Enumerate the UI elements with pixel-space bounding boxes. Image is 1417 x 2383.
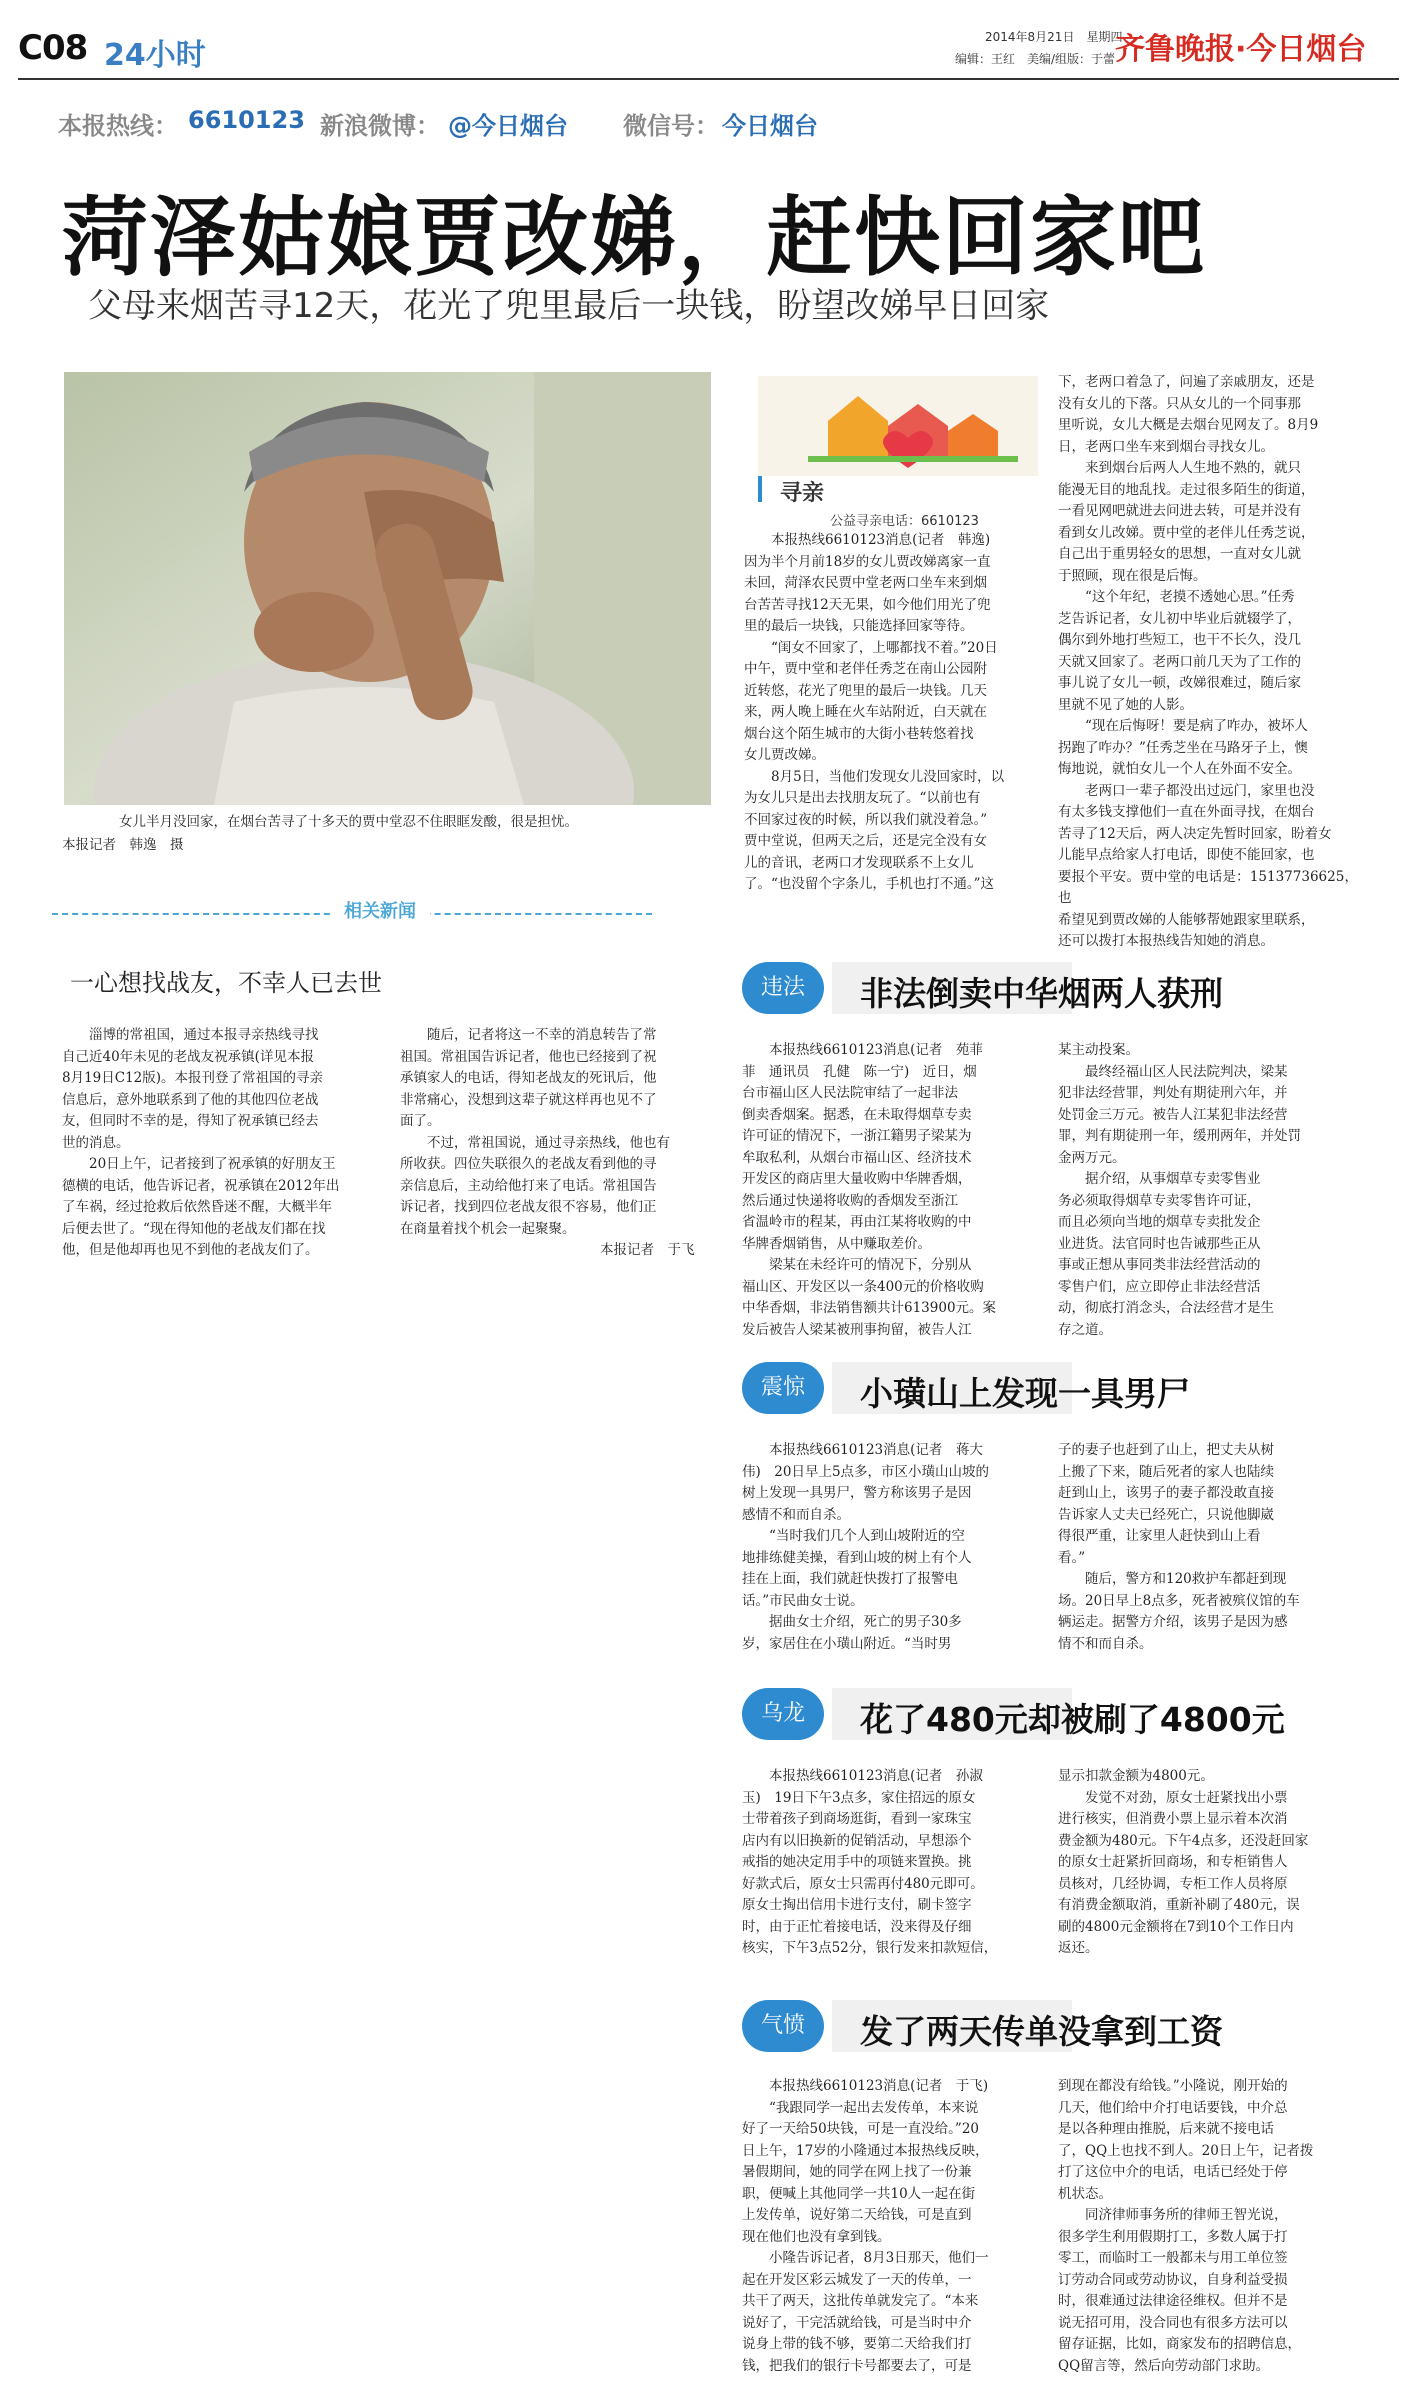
story-photo (64, 372, 711, 805)
article-1-column-1: 本报热线6610123消息(记者 苑菲 菲 通讯员 孔健 陈一宁) 近日，烟 台市福山区人民法院审结了一起非法 倒卖香烟案。据悉，在未取得烟草专卖 许可证的情况下，一浙江籍男子梁某为 牟取私利，从烟台市福山区、经济技术 开发区的商店里大量收购中华牌香烟， 然后通过快递将收购的香烟发至浙江 省温岭市的程某，再由江某将收购的中 华牌香烟销售，从中赚取差价。 梁某在未经许可的情况下，分别从 福山区、开发区以一条400元的价格收购 中华香烟，非法销售额共计613900元。案 发后被告人梁某被刑事拘留，被告人江 (742, 1042, 997, 1338)
house-heart-illustration-icon (758, 376, 1038, 476)
related-news-title: 一心想找战友，不幸人已去世 (70, 969, 382, 997)
article-4-column-2: 到现在都没有给钱。”小隆说，刚开始的 几天，他们给中介打电话要钱，中介总 是以各种理由推脱，后来就不接电话 了，QQ上也找不到人。20日上午，记者拨 打了这位中介的电话，电话已经处于停 机状态。 同济律师事务所的律师王智光说， 很多学生利用假期打工，多数人属于打 零工，而临时工一般都未与用工单位签 订劳动合同或劳动协议，自身利益受损 时，很难通过法律途径维权。但并不是 说无招可用，没合同也有很多方法可以 留存证据，比如，商家发布的招聘信息， QQ留言等，然后向劳动部门求助。 (1058, 2078, 1314, 2374)
article-tag-anger: 气愤 (742, 2000, 824, 2052)
date-line: 2014年8月21日 星期四 (985, 30, 1123, 44)
hotline-value: 6610123 (188, 106, 305, 134)
article-tag-illegal: 违法 (742, 962, 824, 1014)
article-title: 发了两天传单没拿到工资 (860, 2012, 1223, 2051)
header-rule (18, 78, 1399, 80)
section-name: 24小时 (104, 38, 206, 73)
seek-phone: 公益寻亲电话：6610123 (830, 514, 979, 529)
hotline-label: 本报热线： (58, 112, 178, 140)
related-column-2: 随后，记者将这一不幸的消息转告了常 祖国。常祖国告诉记者，他也已经接到了祝 承镇家人的电话，得知老战友的死讯后，他 非常痛心，没想到这辈子就这样再也见不了 面了。 不过，常祖国说，通过寻亲热线，他也有 所收获。四位失联很久的老战友看到他的寻 亲信息后，主动给他打来了电话。常祖国告 诉记者，找到四位老战友很不容易，他们正 在商量着找个机会一起聚聚。 (400, 1027, 670, 1237)
article-3-column-1: 本报热线6610123消息(记者 孙淑 玉) 19日下午3点多，家住招远的原女 士带着孩子到商场逛街，看到一家珠宝 店内有以旧换新的促销活动，早想添个 戒指的她决定用手中的项链来置换。挑 好款式后，原女士只需再付480元即可。 原女士掏出信用卡进行支付，刷卡签字 时，由于正忙着接电话，没来得及仔细 核实，下午3点52分，银行发来扣款短信， (742, 1768, 998, 1956)
article-2-column-1: 本报热线6610123消息(记者 蒋大 伟) 20日早上5点多，市区小璜山山坡的 树上发现一具男尸，警方称该男子是因 感情不和而自杀。 “当时我们几个人到山坡附近的空 地排练健美操，看到山坡的树上有个人 挂在上面，我们就赶快拨打了报警电 话。”市民曲女士说。 据曲女士介绍，死亡的男子30多 岁，家居住在小璜山附近。“当时男 (742, 1442, 990, 1652)
main-subheadline: 父母来烟苦寻12天，花光了兜里最后一块钱，盼望改娣早日回家 (88, 286, 1050, 326)
seek-title-bar (758, 476, 762, 502)
related-credit: 本报记者 于飞 (600, 1242, 695, 1258)
main-story-column-1: 本报热线6610123消息(记者 韩逸) 因为半个月前18岁的女儿贾改娣离家一直 未回，菏泽农民贾中堂老两口坐车来到烟 台苦苦寻找12天无果，如今他们用光了兜 里的最后一块钱，只能选择回家等待。 “闺女不回家了，上哪都找不着。”20日 中午，贾中堂和老伴任秀芝在南山公园附 近转悠，花光了兜里的最后一块钱。几天 来，两人晚上睡在火车站附近，白天就在 烟台这个陌生城市的大街小巷转悠着找 女儿贾改娣。 8月5日，当他们发现女儿没回家时，以 为女儿只是出去找朋友玩了。“以前也有 不回家过夜的时候，所以我们就没着急。” 贾中堂说，但两天之后，还是完全没有女 儿的音讯，老两口才发现联系不上女儿 了。“也没留个字条儿，手机也打不通。”这 (744, 532, 1005, 892)
article-2-column-2: 子的妻子也赶到了山上，把丈夫从树 上搬了下来，随后死者的家人也陆续 赶到山上，该男子的妻子都没敢直接 告诉家人丈夫已经死亡，只说他脚崴 得很严重，让家里人赶快到山上看 看。” 随后，警方和120救护车都赶到现 场。20日早上8点多，死者被殡仪馆的车 辆运走。据警方介绍，该男子是因为感 情不和而自杀。 (1058, 1442, 1300, 1652)
main-story-column-2: 下，老两口着急了，问遍了亲戚朋友，还是 没有女儿的下落。只从女儿的一个同事那 里听说，女儿大概是去烟台见网友了。8月9 日，老两口坐车来到烟台寻找女儿。 来到烟台后两人人生地不熟的，就只 能漫无目的地乱找。走过很多陌生的街道， 一看见网吧就进去问进去转，可是并没有 看到女儿改娣。贾中堂的老伴儿任秀芝说， 自己出于重男轻女的思想，一直对女儿就 于照顾，现在很是后悔。 “这个年纪，老摸不透她心思。”任秀 芝告诉记者，女儿初中毕业后就辍学了， 偶尔到外地打些短工，也干不长久，没几 天就又回家了。老两口前几天为了工作的 事儿说了女儿一顿，改娣很难过，随后家 里就不见了她的人影。 “现在后悔呀！要是病了咋办，被坏人 拐跑了咋办？”任秀芝坐在马路牙子上，懊 悔地说，就怕女儿一个人在外面不安全。 老两口一辈子都没出过远门，家里也没 有太多钱支撑他们一直在外面寻找，在烟台 苦寻了12天后，两人决定先暂时回家，盼着女 儿能早点给家人打电话，即使不能回家，也 要报个平安。贾中堂的电话是：15137736625，也 希望见到贾改娣的人能够帮她跟家里联系， 还可以拨打本报热线告知她的消息。 (1058, 374, 1358, 949)
article-title: 花了480元却被刷了4800元 (860, 1700, 1285, 1739)
main-headline: 菏泽姑娘贾改娣，赶快回家吧 (62, 188, 1206, 288)
person-photo-icon (64, 372, 711, 805)
photo-credit: 本报记者 韩逸 摄 (62, 837, 184, 853)
page-code: C08 (18, 28, 88, 68)
article-3-column-2: 显示扣款金额为4800元。 发觉不对劲，原女士赶紧找出小票 进行核实，但消费小票上显示着本次消 费金额为480元。下午4点多，还没赶回家 的原女士赶紧折回商场，和专柜销售人 员核对，几经协调，专柜工作人员将原 有消费金额取消，重新补刷了480元，误 刷的4800元金额将在7到10个工作日内 返还。 (1058, 1768, 1309, 1956)
weibo-label: 新浪微博： (320, 112, 440, 140)
newspaper-brand: 齐鲁晚报·今日烟台 (1115, 32, 1367, 67)
article-4-column-1: 本报热线6610123消息(记者 于飞) “我跟同学一起出去发传单，本来说 好了一天给50块钱，可是一直没给。”20 日上午，17岁的小隆通过本报热线反映， 暑假期间，她的同学在网上找了一份兼 职，便喊上其他同学一共10人一起在街 上发传单，说好第二天给钱，可是直到 现在他们也没有拿到钱。 小隆告诉记者，8月3日那天，他们一 起在开发区彩云城发了一天的传单，一 共干了两天，这批传单就发完了。“本来 说好了，干完活就给钱，可是当时中介 说身上带的钱不够，要第二天给我们打 钱，把我们的银行卡号都要去了，可是 (742, 2078, 989, 2374)
related-news-label: 相关新闻 (330, 897, 430, 923)
photo-caption: 女儿半月没回家，在烟台苦寻了十多天的贾中堂忍不住眼眶发酸，很是担忧。 (92, 814, 578, 830)
wechat-value: 今日烟台 (722, 112, 818, 140)
article-tag-mixup: 乌龙 (742, 1688, 824, 1740)
related-column-1: 淄博的常祖国，通过本报寻亲热线寻找 自己近40年未见的老战友祝承镇(详见本报 8月19日C12版)。本报刊登了常祖国的寻亲 信息后，意外地联系到了他的其他四位老战 友，但同时不幸的是，得知了祝承镇已经去 世的消息。 20日上午，记者接到了祝承镇的好朋友王 德横的电话，他告诉记者，祝承镇在2012年出 了车祸，经过抢救后依然昏迷不醒，大概半年 后便去世了。“现在得知他的老战友们都在找 他，但是他却再也见不到他的老战友们了。 (62, 1027, 340, 1258)
article-tag-shock: 震惊 (742, 1362, 824, 1414)
seek-title: 寻亲 (780, 481, 825, 506)
wechat-label: 微信号： (623, 112, 719, 140)
editor-line: 编辑：王红 美编/组版：于蕾 (955, 52, 1116, 66)
article-title: 非法倒卖中华烟两人获刑 (860, 974, 1223, 1013)
article-1-column-2: 某主动投案。 最终经福山区人民法院判决，梁某 犯非法经营罪，判处有期徒刑六年，并 处罚金三万元。被告人江某犯非法经营 罪，判有期徒刑一年，缓刑两年，并处罚 金两万元。 据介绍，从事烟草专卖零售业 务必须取得烟草专卖零售许可证， 而且必须向当地的烟草专卖批发企 业进货。法官同时也告诫那些正从 事或正想从事同类非法经营活动的 零售户们，应立即停止非法经营活 动，彻底打消念头，合法经营才是生 存之道。 (1058, 1042, 1301, 1338)
weibo-value: @今日烟台 (448, 112, 568, 140)
article-title: 小璜山上发现一具男尸 (860, 1374, 1190, 1413)
